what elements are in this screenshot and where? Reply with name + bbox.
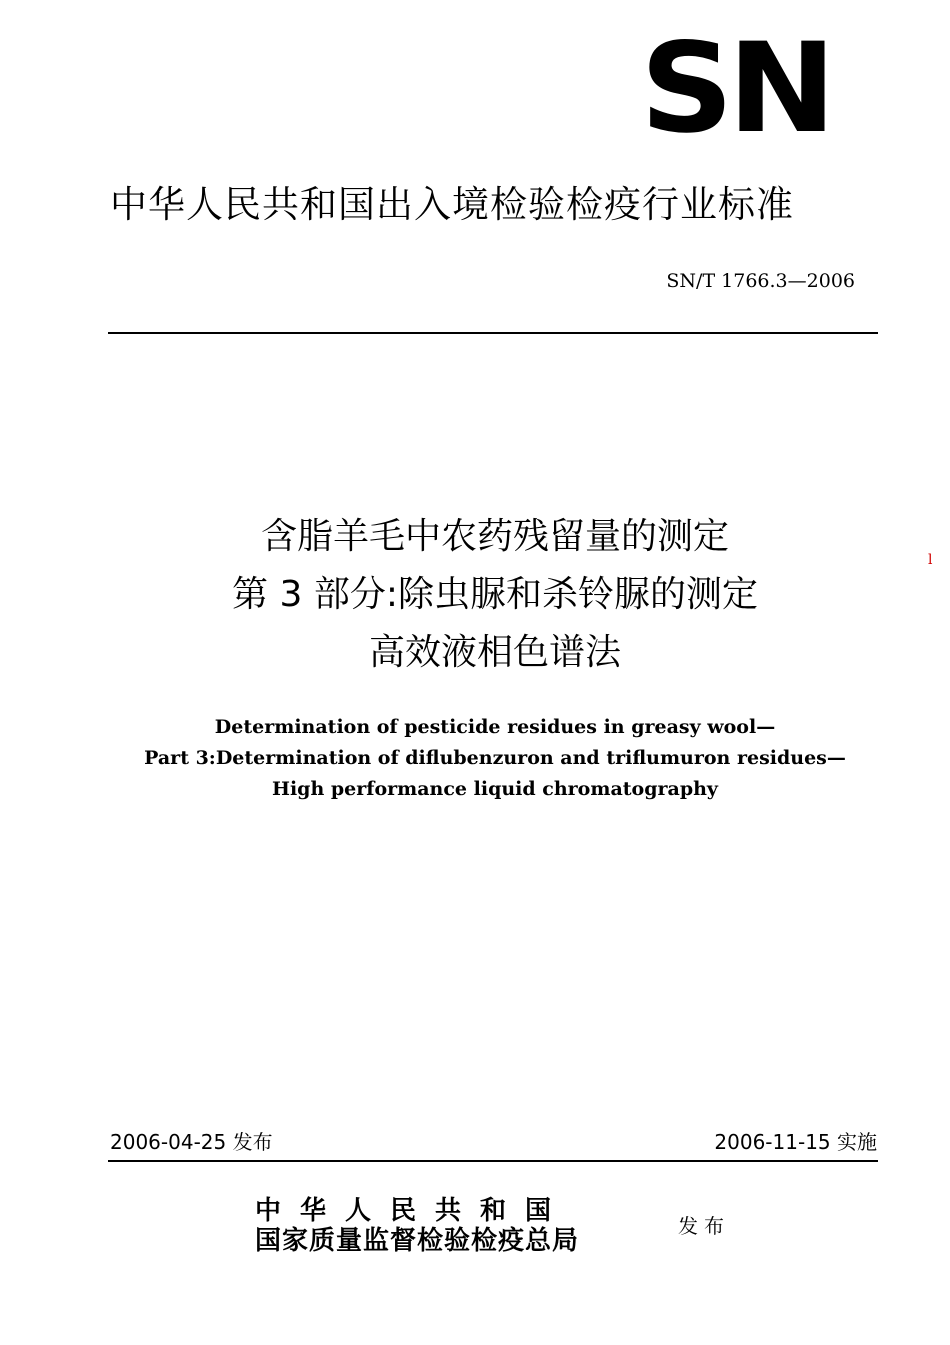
english-title-line3: High performance liquid chromatography [272,778,718,800]
industry-standard-title: 中华人民共和国出入境检验检疫行业标准 [110,183,794,226]
english-title-line1: Determination of pesticide residues in greasy wool— [214,716,776,738]
standard-number: SN/T 1766.3—2006 [666,270,855,292]
sn-logo: SN [640,17,831,161]
publish-label: 发布 [678,1214,730,1238]
chinese-title-line1: 含脂羊毛中农药残留量的测定 [260,516,729,557]
implementation-date: 2006-11-15 实施 [714,1130,877,1154]
chinese-title-line3: 高效液相色谱法 [368,632,621,673]
english-title [60,712,930,805]
issuing-authority [255,1196,655,1256]
page-mark: l [928,552,933,568]
issuer-line2: 国家质量监督检验检疫总局 [255,1226,580,1256]
bottom-divider [108,1160,878,1162]
chinese-title-line2: 第 3 部分:除虫脲和杀铃脲的测定 [232,574,758,615]
issue-date: 2006-04-25 发布 [110,1130,273,1154]
english-title-line2: Part 3:Determination of diflubenzuron and triflumuron residues— [144,747,846,769]
top-divider [108,332,878,334]
chinese-title [60,508,933,682]
issuer-line1: 中华人民共和国 [255,1196,571,1226]
